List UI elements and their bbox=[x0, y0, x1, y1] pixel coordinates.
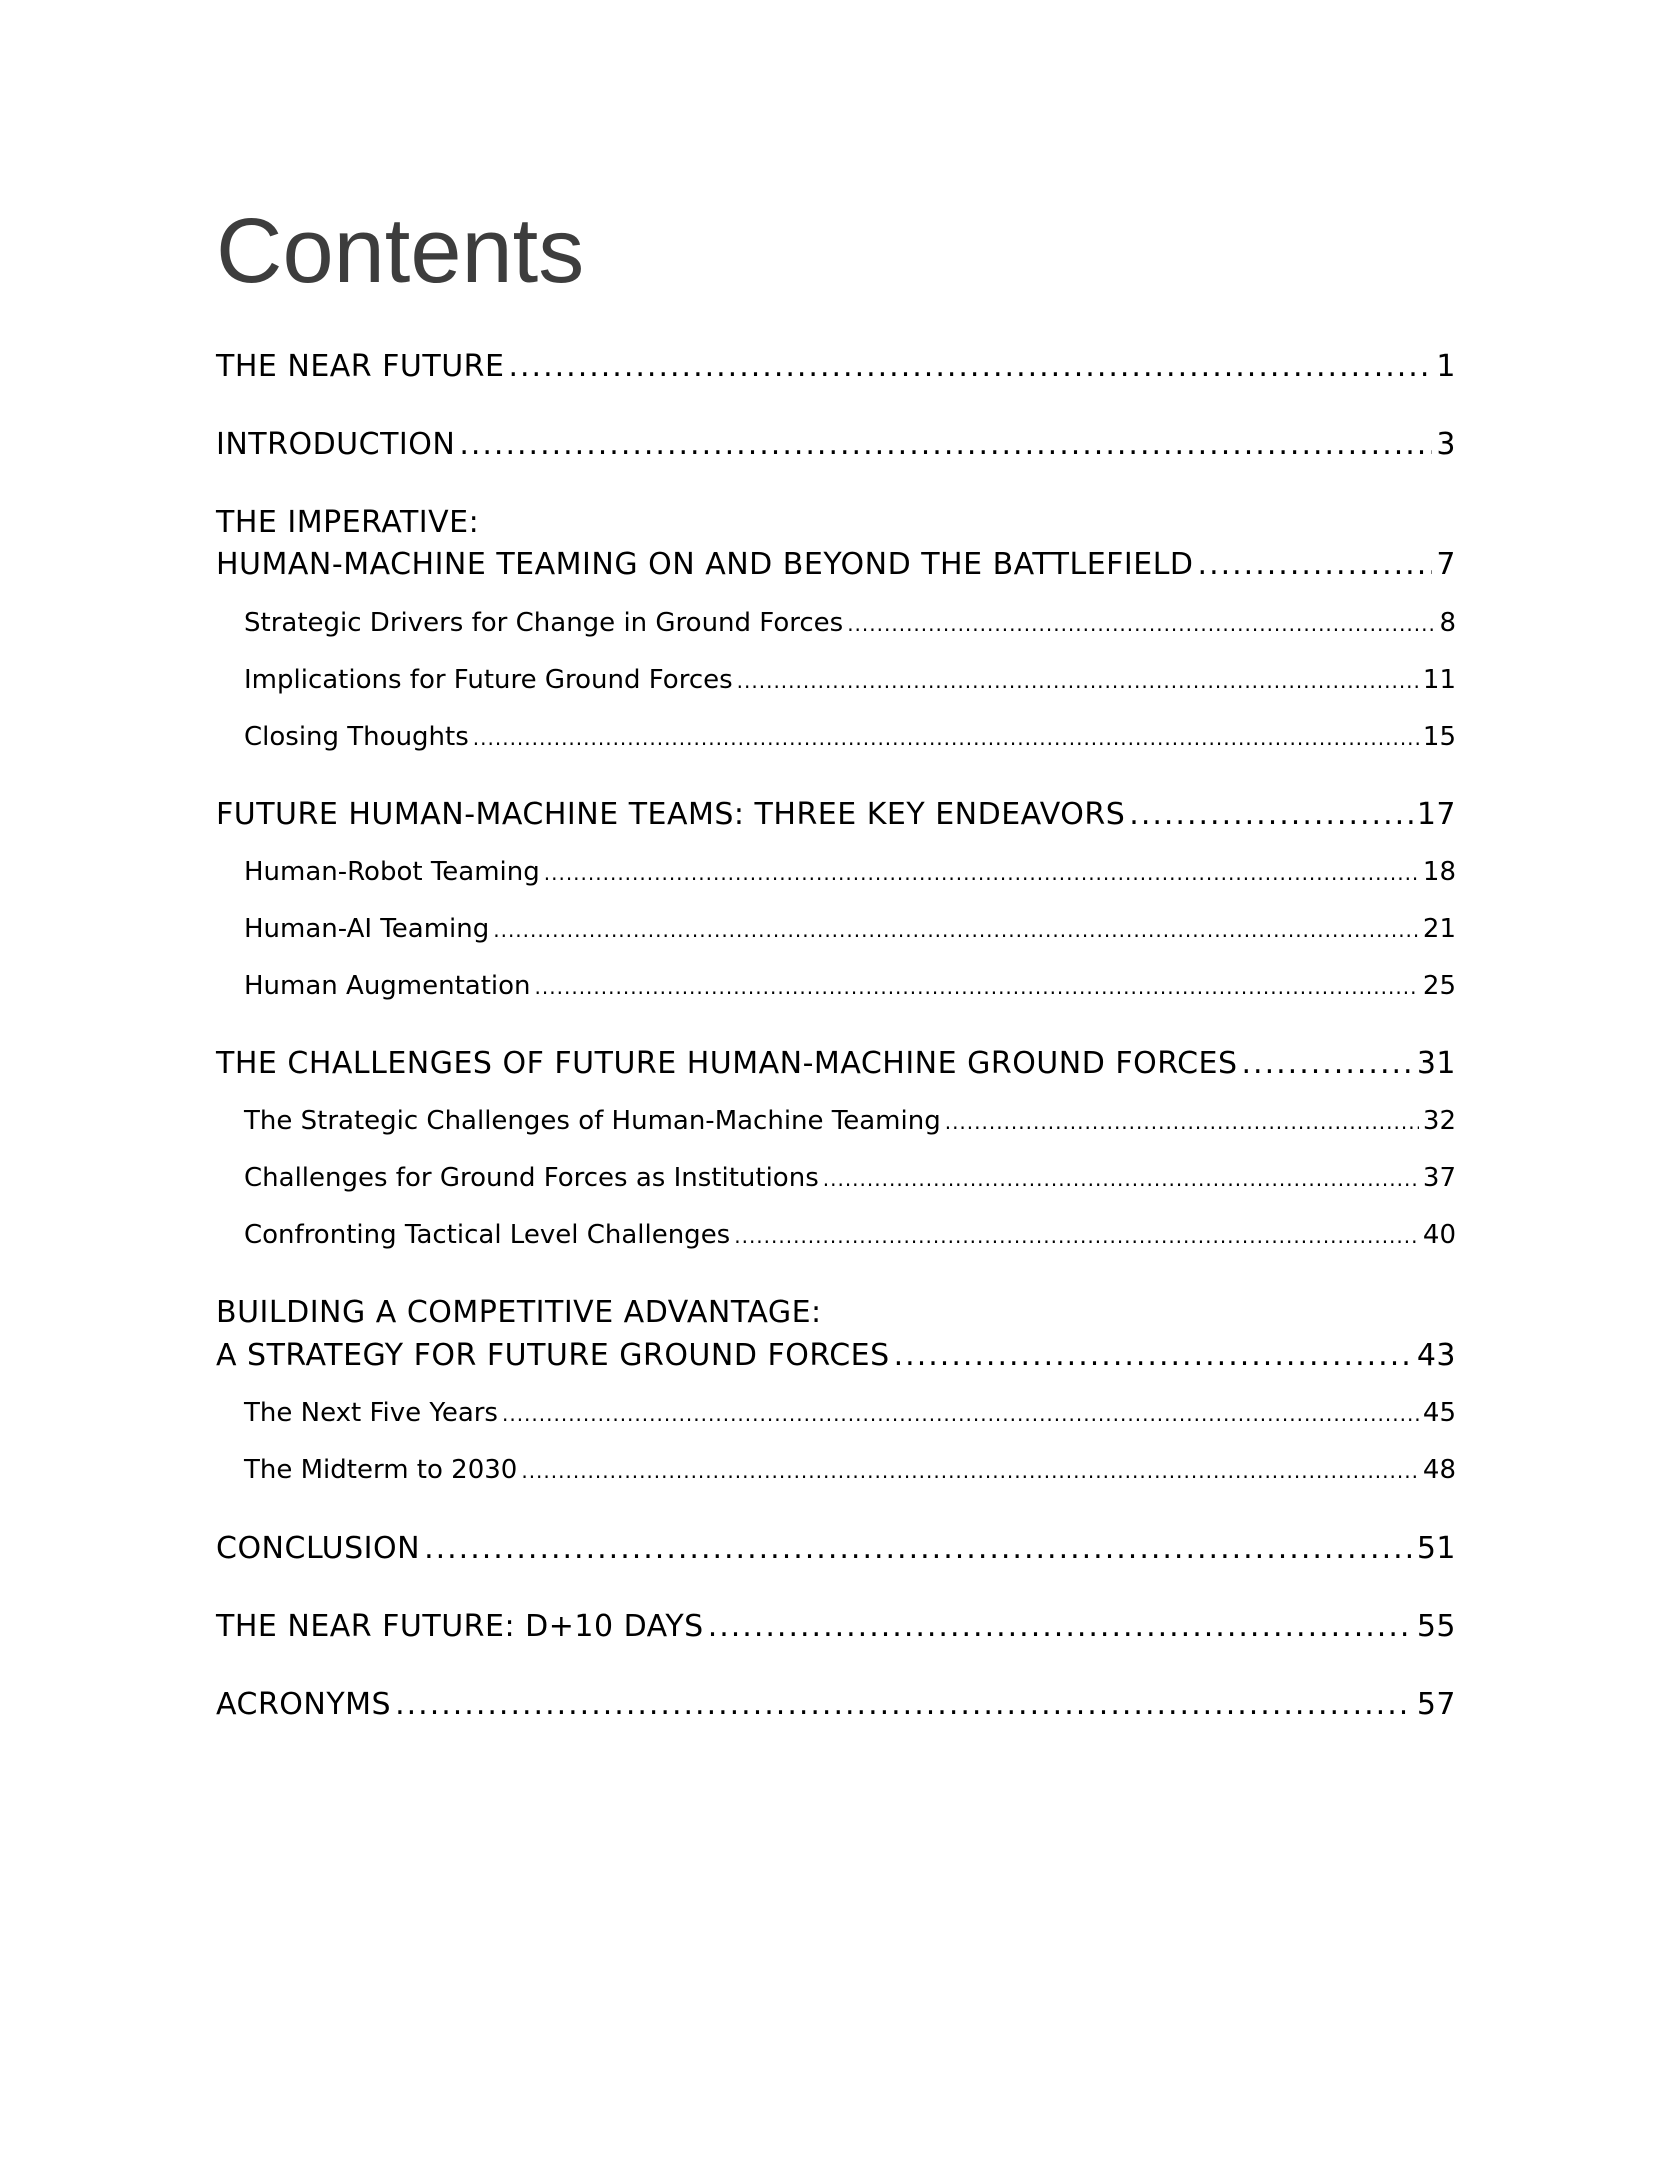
dot-leader bbox=[535, 971, 1419, 1001]
toc-entry-prefix: BUILDING A COMPETITIVE ADVANTAGE: bbox=[216, 1295, 822, 1330]
toc-subentry-human-augmentation[interactable] bbox=[244, 971, 1456, 1001]
toc-subentry-tactical[interactable] bbox=[244, 1220, 1456, 1250]
toc-entry-label: THE CHALLENGES OF FUTURE HUMAN-MACHINE GROUND FORCES bbox=[216, 1046, 1238, 1081]
toc-entry-label: FUTURE HUMAN-MACHINE TEAMS: THREE KEY ENDEAVORS bbox=[216, 797, 1126, 832]
dot-leader bbox=[708, 1609, 1413, 1644]
toc-entry-the-imperative[interactable] bbox=[216, 547, 1456, 582]
page-title: Contents bbox=[216, 200, 585, 302]
toc-subentry-label: Human Augmentation bbox=[244, 971, 531, 1001]
toc-entry-label: A STRATEGY FOR FUTURE GROUND FORCES bbox=[216, 1338, 890, 1373]
toc-page-number: 18 bbox=[1422, 857, 1456, 887]
toc-subentry-label: Confronting Tactical Level Challenges bbox=[244, 1220, 731, 1250]
toc-subentry-label: Strategic Drivers for Change in Ground Forces bbox=[244, 608, 844, 638]
toc-subentry-midterm[interactable] bbox=[244, 1455, 1456, 1485]
dot-leader bbox=[493, 914, 1419, 944]
dot-leader bbox=[473, 722, 1419, 752]
toc-entry-future-teams[interactable] bbox=[216, 797, 1456, 832]
toc-subentry-closing-thoughts[interactable] bbox=[244, 722, 1456, 752]
toc-page-number: 7 bbox=[1436, 547, 1456, 582]
toc-subentry-label: The Next Five Years bbox=[244, 1398, 498, 1428]
toc-subentry-implications[interactable] bbox=[244, 665, 1456, 695]
toc-subentry-institutions[interactable] bbox=[244, 1163, 1456, 1193]
toc-entry-label: INTRODUCTION bbox=[216, 427, 456, 462]
toc-page-number: 8 bbox=[1439, 608, 1456, 638]
toc-subentry-label: The Midterm to 2030 bbox=[244, 1455, 518, 1485]
toc-page-number: 40 bbox=[1422, 1220, 1456, 1250]
toc-page-number: 15 bbox=[1422, 722, 1456, 752]
toc-page-number: 3 bbox=[1436, 427, 1456, 462]
dot-leader bbox=[894, 1338, 1413, 1373]
toc-entry-strategy[interactable] bbox=[216, 1338, 1456, 1373]
toc-entry-challenges[interactable] bbox=[216, 1046, 1456, 1081]
toc-subentry-label: Human-Robot Teaming bbox=[244, 857, 540, 887]
toc-page-number: 1 bbox=[1436, 349, 1456, 384]
toc-page-number: 48 bbox=[1422, 1455, 1456, 1485]
dot-leader bbox=[734, 1220, 1419, 1250]
toc-entry-label: HUMAN-MACHINE TEAMING ON AND BEYOND THE BATTLEFIELD bbox=[216, 547, 1194, 582]
toc-subentry-next-five-years[interactable] bbox=[244, 1398, 1456, 1428]
toc-page-number: 32 bbox=[1422, 1106, 1456, 1136]
toc-page-number: 37 bbox=[1422, 1163, 1456, 1193]
toc-page-number: 21 bbox=[1422, 914, 1456, 944]
dot-leader bbox=[1129, 797, 1413, 832]
toc-entry-d-plus-10[interactable] bbox=[216, 1609, 1456, 1644]
toc-page-number: 11 bbox=[1422, 665, 1456, 695]
toc-entry-introduction[interactable] bbox=[216, 427, 1456, 462]
toc-entry-label: THE NEAR FUTURE: D+10 DAYS bbox=[216, 1609, 704, 1644]
toc-entry-label: ACRONYMS bbox=[216, 1687, 392, 1722]
toc-entry-label: THE NEAR FUTURE bbox=[216, 349, 505, 384]
dot-leader bbox=[508, 349, 1432, 384]
toc-subentry-label: Human-AI Teaming bbox=[244, 914, 490, 944]
toc-subentry-label: Closing Thoughts bbox=[244, 722, 469, 752]
toc-page-number: 17 bbox=[1416, 797, 1456, 832]
dot-leader bbox=[395, 1687, 1413, 1722]
dot-leader bbox=[459, 427, 1432, 462]
dot-leader bbox=[1198, 547, 1433, 582]
toc-subentry-strategic-drivers[interactable] bbox=[244, 608, 1456, 638]
dot-leader bbox=[1242, 1046, 1413, 1081]
toc-page-number: 55 bbox=[1416, 1609, 1456, 1644]
dot-leader bbox=[521, 1455, 1419, 1485]
toc-page-number: 45 bbox=[1422, 1398, 1456, 1428]
toc-subentry-strategic-challenges[interactable] bbox=[244, 1106, 1456, 1136]
dot-leader bbox=[945, 1106, 1419, 1136]
dot-leader bbox=[737, 665, 1419, 695]
toc-subentry-label: Challenges for Ground Forces as Institutions bbox=[244, 1163, 819, 1193]
toc-subentry-human-ai[interactable] bbox=[244, 914, 1456, 944]
dot-leader bbox=[502, 1398, 1419, 1428]
toc-page-number: 57 bbox=[1416, 1687, 1456, 1722]
toc-entry-label: CONCLUSION bbox=[216, 1531, 421, 1566]
dot-leader bbox=[823, 1163, 1419, 1193]
toc-entry-conclusion[interactable] bbox=[216, 1531, 1456, 1566]
toc-page-number: 43 bbox=[1416, 1338, 1456, 1373]
dot-leader bbox=[544, 857, 1419, 887]
toc-page-number: 51 bbox=[1416, 1531, 1456, 1566]
toc-subentry-label: The Strategic Challenges of Human-Machine Teaming bbox=[244, 1106, 941, 1136]
toc-page-number: 25 bbox=[1422, 971, 1456, 1001]
toc-subentry-label: Implications for Future Ground Forces bbox=[244, 665, 733, 695]
dot-leader bbox=[424, 1531, 1413, 1566]
toc-entry-the-near-future[interactable] bbox=[216, 349, 1456, 384]
toc-entry-acronyms[interactable] bbox=[216, 1687, 1456, 1722]
dot-leader bbox=[847, 608, 1435, 638]
toc-page-number: 31 bbox=[1416, 1046, 1456, 1081]
toc-entry-prefix: THE IMPERATIVE: bbox=[216, 505, 480, 540]
toc-subentry-human-robot[interactable] bbox=[244, 857, 1456, 887]
